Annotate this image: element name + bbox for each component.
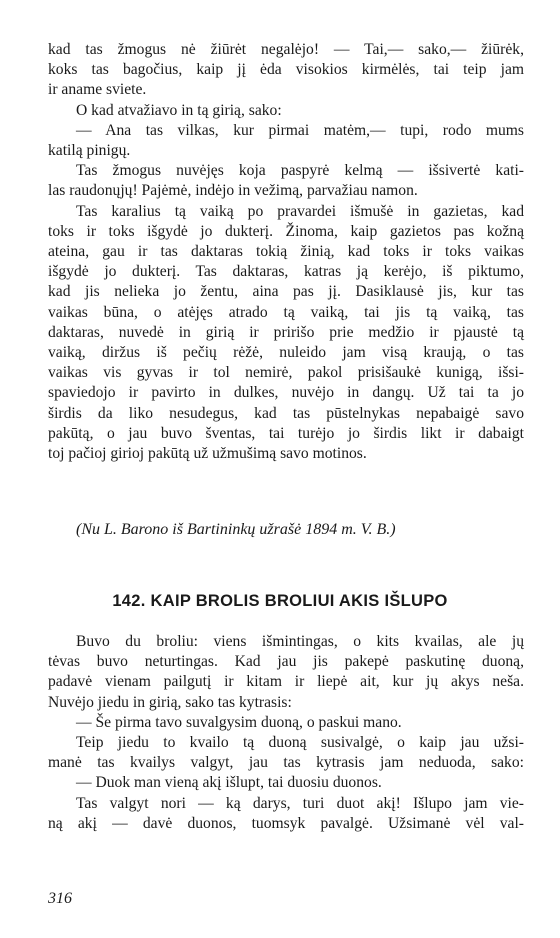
text-line: Teip jiedu to kvailo tą duoną susivalgė, o kaip jau užsi- <box>76 734 524 752</box>
text-line: Tas karalius tą vaiką po pravardei išmušė in gazietas, kad <box>76 202 524 220</box>
text-line: toj pačioj girioj pakūtą už užmušimą savo motinos. <box>48 445 367 463</box>
text-line: O kad atvažiavo in tą girią, sako: <box>76 101 282 119</box>
text-line: vaiką, diržus iš pečių rėžė, nuleido jam visą kraują, o tas <box>48 344 524 362</box>
text-line: ną akį — davė duonos, tuomsyk pavalgė. Užsimanė vėl val- <box>48 814 524 832</box>
text-block <box>48 733 524 773</box>
text-line: kad tas žmogus nė žiūrėt negalėjo! — Tai,— sako,— žiūrėk, <box>48 41 524 58</box>
text-line: — Ana tas vilkas, kur pirmai matėm,— tupi, rodo mums <box>76 121 524 139</box>
text-line: ateina, gau ir tas daktaras tokią žinią, kad toks ir toks vaikas <box>48 243 524 261</box>
text-line: las raudonųjų! Pajėmė, indėjo in vežimą, parvažiau namon. <box>48 182 418 200</box>
text-line: kad jis nelieka jo žentu, aina pas jį. Dasiklausė jis, kur tas <box>48 283 524 301</box>
page-number: 316 <box>48 890 72 907</box>
text-line: Nuvėjo jiedu in girią, sako tas kytrasis: <box>48 693 292 711</box>
text-line: manė tas kvailys valgyt, jau tas kytrasis jam neduoda, sako: <box>48 754 524 772</box>
text-line: pakūtą, o jau buvo šventas, tai turėjo jo širdis likt ir dabaigt <box>48 424 524 442</box>
text-line: Tas valgyt nori — ką darys, turi duot akį! Išlupo jam vie- <box>76 794 524 812</box>
text-line: koks tas bagočius, kaip jį ėda visokios kirmėlės, tai teip jam <box>48 61 524 79</box>
text-block <box>48 202 524 465</box>
text-line: daktaras, nuvedė in girią ir pririšo prie medžio ir pjaustė tą <box>48 323 524 341</box>
text-line: vaikas vis gyvas ir tol nemirė, pakol prisišaukė kunigą, išsi- <box>48 364 524 382</box>
text-line: katilą pinigų. <box>48 142 131 160</box>
text-block <box>48 40 524 101</box>
text-block <box>48 632 524 713</box>
source-note: (Nu L. Barono iš Bartininkų užrašė 1894 m. V. B.) <box>76 521 396 538</box>
text-block <box>48 161 524 201</box>
text-block <box>48 713 524 733</box>
text-line: — Duok man vieną akį išlupt, tai duosiu duonos. <box>76 774 382 792</box>
paragraph-1 <box>48 40 524 464</box>
text-line: Tas žmogus nuvėjęs koja paspyrė kelmą — išsivertė kati- <box>76 162 524 180</box>
text-line: toks ir toks išgydė jo dukterį. Žinoma, kaip gazietos pas kožną <box>48 222 524 240</box>
text-block <box>48 121 524 161</box>
text-line: vaikas būna, o atėjęs atrado tą vaiką, tai jis tą vaiką, tas <box>48 303 524 321</box>
text-line: spaviedojo ir pavirto in dulkes, nuvėjo in dangų. Už tai ta jo <box>48 384 524 402</box>
paragraph-2 <box>48 632 524 834</box>
text-block <box>48 773 524 793</box>
text-line: ir aname sviete. <box>48 81 147 99</box>
text-block <box>48 101 524 121</box>
text-block <box>48 794 524 834</box>
text-line: širdis da liko nesudegus, kad tas pūstelnykas nepabaigė savo <box>48 404 524 422</box>
text-line: padavė vienam pailgutį ir kitam ir liepė ait, kur jų akys neša. <box>48 673 524 691</box>
text-line: — Še pirma tavo suvalgysim duoną, o paskui mano. <box>76 713 402 731</box>
text-line: išgydė jo dukterį. Tas daktaras, katras ją kerėjo, iš piktumo, <box>48 263 524 281</box>
chapter-heading: 142. KAIP BROLIS BROLIUI AKIS IŠLUPO <box>112 592 448 610</box>
text-line: Buvo du broliu: viens išmintingas, o kits kvailas, ale jų <box>76 633 524 650</box>
text-line: tėvas buvo neturtingas. Kad jau jis pakepė paskutinę duoną, <box>48 653 524 671</box>
